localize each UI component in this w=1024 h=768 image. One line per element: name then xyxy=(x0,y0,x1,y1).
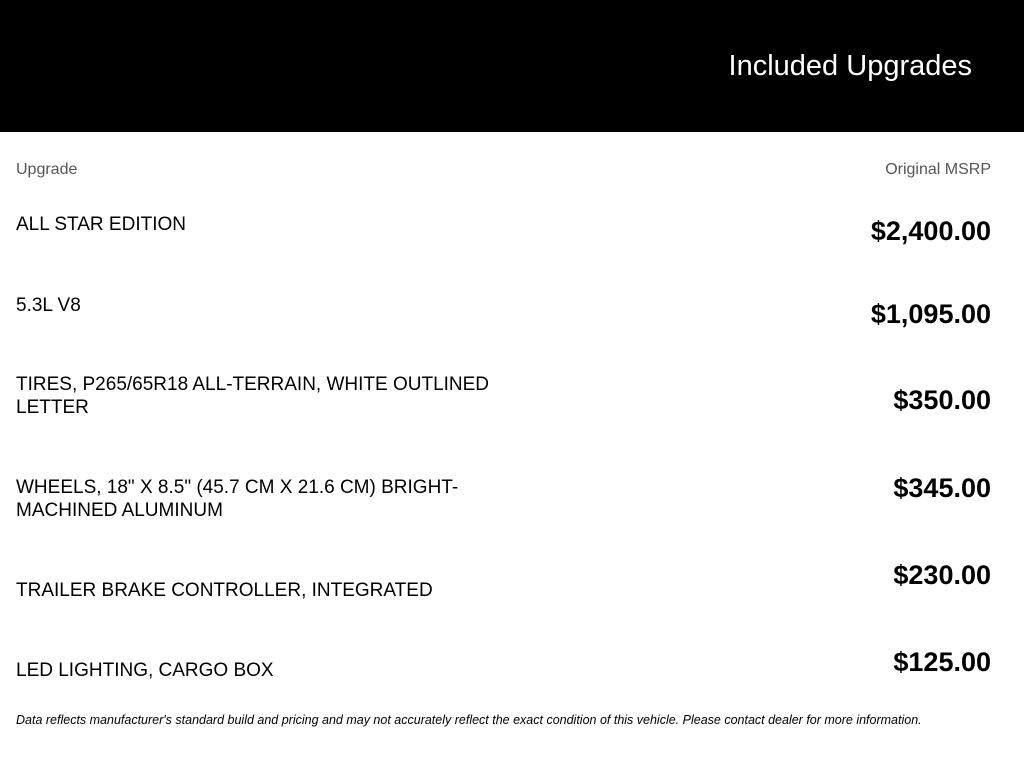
upgrade-price: $345.00 xyxy=(893,473,991,503)
upgrade-price: $230.00 xyxy=(893,560,991,590)
disclaimer-text: Data reflects manufacturer's standard build and pricing and may not accurately reflect the exact condition of this vehicle. Please contact dealer for more information. xyxy=(16,713,922,727)
upgrade-name: TIRES, P265/65R18 ALL-TERRAIN, WHITE OUTLINED LETTER xyxy=(16,374,490,418)
upgrade-price: $2,400.00 xyxy=(870,216,991,246)
upgrade-name: TRAILER BRAKE CONTROLLER, INTEGRATED xyxy=(16,580,433,601)
column-header-upgrade: Upgrade xyxy=(16,161,78,178)
upgrade-name: LED LIGHTING, CARGO BOX xyxy=(16,660,274,681)
upgrade-price: $1,095.00 xyxy=(870,299,991,329)
upgrade-name: WHEELS, 18" X 8.5" (45.7 CM X 21.6 CM) BRIGHT-MACHINED ALUMINUM xyxy=(16,477,459,521)
column-header-msrp: Original MSRP xyxy=(885,161,991,178)
upgrade-name: 5.3L V8 xyxy=(16,295,81,316)
upgrade-name: ALL STAR EDITION xyxy=(16,214,186,235)
page-title: Included Upgrades xyxy=(728,50,972,82)
page-header xyxy=(0,0,1024,132)
upgrade-price: $125.00 xyxy=(893,647,991,677)
upgrade-price: $350.00 xyxy=(893,385,991,415)
